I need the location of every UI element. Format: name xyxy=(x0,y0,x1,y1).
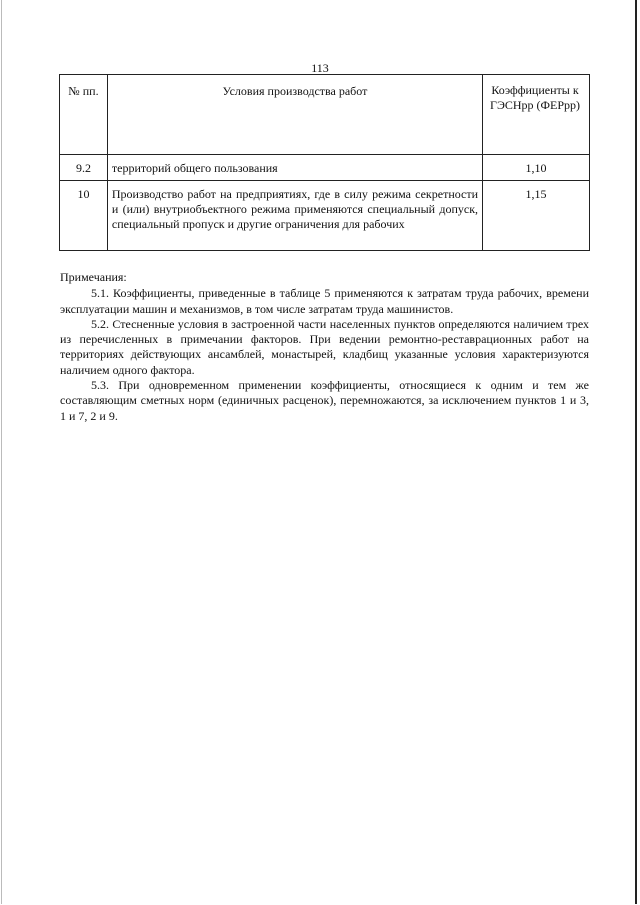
notes-section xyxy=(60,270,589,424)
row-conditions: Производство работ на предприятиях, где в силу режима секретности и (или) внутриобъектного режима применяются специальный допуск, специальный пропуск и другие ограничения для рабочих xyxy=(107,181,482,251)
header-coefficients: Коэффициенты к ГЭСНрр (ФЕРрр) xyxy=(483,75,590,155)
row-coefficient: 1,10 xyxy=(483,155,590,181)
row-coefficient: 1,15 xyxy=(483,181,590,251)
coefficients-table xyxy=(59,74,590,251)
note-item: 5.1. Коэффициенты, приведенные в таблице 5 применяются к затратам труда рабочих, времени эксплуатации машин и механизмов, в том числе затратам труда машинистов. xyxy=(60,286,589,316)
row-num: 10 xyxy=(60,181,108,251)
note-item: 5.2. Стесненные условия в застроенной части населенных пунктов определяются наличием трех из перечисленных в примечании факторов. При ведении ремонтно-реставрационных работ на территориях действующих ансамблей, монастырей, кладбищ указанные условия характеризуются наличием одного фактора. xyxy=(60,316,589,377)
row-conditions: территорий общего пользования xyxy=(107,155,482,181)
header-num: № пп. xyxy=(60,75,108,155)
header-conditions: Условия производства работ xyxy=(107,75,482,155)
table-row xyxy=(60,155,590,181)
row-num: 9.2 xyxy=(60,155,108,181)
table-row xyxy=(60,181,590,251)
table-header-row xyxy=(60,75,590,155)
notes-title: Примечания: xyxy=(60,270,127,284)
note-item: 5.3. При одновременном применении коэффициенты, относящиеся к одним и тем же составляющим сметных норм (единичных расценок), перемножаются, за исключением пунктов 1 и 3, 1 и 7, 2 и 9. xyxy=(60,378,589,423)
page-number: 113 xyxy=(311,61,329,75)
